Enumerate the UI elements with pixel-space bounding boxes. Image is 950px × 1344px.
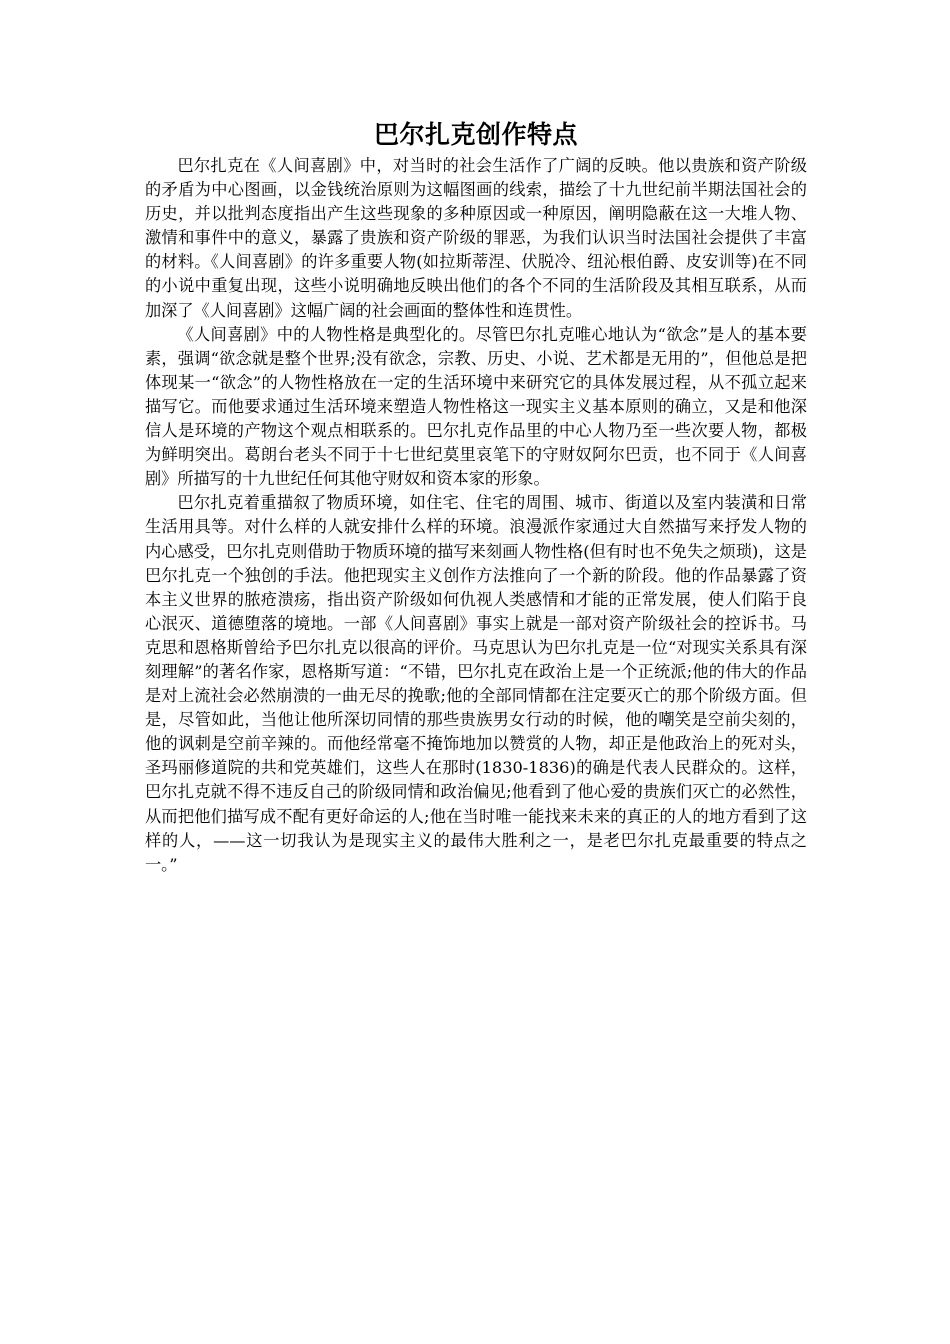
paragraph-2: 《人间喜剧》中的人物性格是典型化的。尽管巴尔扎克唯心地认为“欲念”是人的基本要素，强调“欲念就是整个世界;没有欲念，宗教、历史、小说、艺术都是无用的”，但他总是把体现某一“欲念”的人物性格放在一定的生活环境中来研究它的具体发展过程，从不孤立起来描写它。而他要求通过生活环境来塑造人物性格这一现实主义基本原则的确立，又是和他深信人是环境的产物这个观点相联系的。巴尔扎克作品里的中心人物乃至一些次要人物，都极为鲜明突出。葛朗台老头不同于十七世纪莫里哀笔下的守财奴阿尔巴贡，也不同于《人间喜剧》所描写的十九世纪任何其他守财奴和资本家的形象。 [145,324,807,489]
paragraph-1: 巴尔扎克在《人间喜剧》中，对当时的社会生活作了广阔的反映。他以贵族和资产阶级的矛盾为中心图画，以金钱统治原则为这幅图画的线索，描绘了十九世纪前半期法国社会的历史，并以批判态度指出产生这些现象的多种原因或一种原因，阐明隐蔽在这一大堆人物、激情和事件中的意义，暴露了贵族和资产阶级的罪恶，为我们认识当时法国社会提供了丰富的材料。《人间喜剧》的许多重要人物(如拉斯蒂涅、伏脱冷、纽沁根伯爵、皮安训等)在不同的小说中重复出现，这些小说明确地反映出他们的各个不同的生活阶段及其相互联系，从而加深了《人间喜剧》这幅广阔的社会画面的整体性和连贯性。 [145,156,807,320]
paragraph-3: 巴尔扎克着重描叙了物质环境，如住宅、住宅的周围、城市、街道以及室内装潢和日常生活用具等。对什么样的人就安排什么样的环境。浪漫派作家通过大自然描写来抒发人物的内心感受，巴尔扎克则借助于物质环境的描写来刻画人物性格(但有时也不免失之烦琐)，这是巴尔扎克一个独创的手法。他把现实主义创作方法推向了一个新的阶段。他的作品暴露了资本主义世界的脓疮溃疡，指出资产阶级如何仇视人类感情和才能的正常发展，使人们陷于良心泯灭、道德堕落的境地。一部《人间喜剧》事实上就是一部对资产阶级社会的控诉书。马克思和恩格斯曾给予巴尔扎克以很高的评价。马克思认为巴尔扎克是一位“对现实关系具有深刻理解”的著名作家，恩格斯写道：“不错，巴尔扎克在政治上是一个正统派;他的伟大的作品是对上流社会必然崩溃的一曲无尽的挽歌;他的全部同情都在注定要灭亡的那个阶级方面。但是，尽管如此，当他让他所深切同情的那些贵族男女行动的时候，他的嘲笑是空前尖刻的，他的讽刺是空前辛辣的。而他经常毫不掩饰地加以赞赏的人物，却正是他政治上的死对头，圣玛丽修道院的共和党英雄们，这些人在那时(1830-1836)的确是代表人民群众的。这样，巴尔扎克就不得不违反自己的阶级同情和政治偏见;他看到了他心爱的贵族们灭亡的必然性，从而把他们描写成不配有更好命运的人;他在当时唯一能找来未来的真正的人的地方看到了这样的人，——这一切我认为是现实主义的最伟大胜利之一，是老巴尔扎克最重要的特点之一。” [145,493,807,874]
document-title: 巴尔扎克创作特点 [373,120,578,149]
document-page [145,118,807,877]
